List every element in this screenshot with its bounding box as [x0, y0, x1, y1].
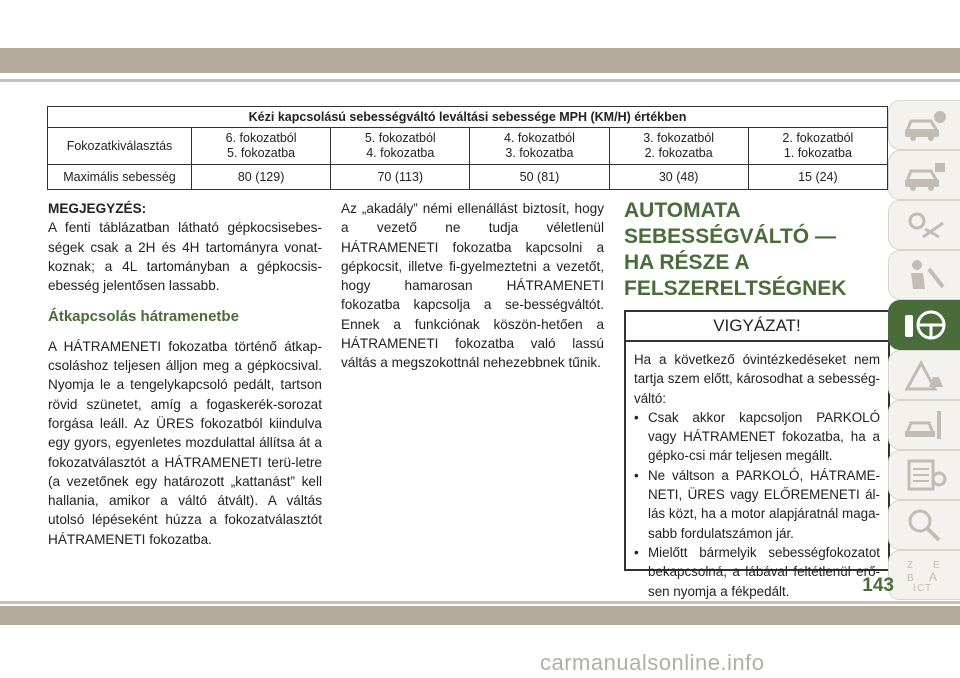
page-number: 143: [862, 575, 894, 596]
tab-specifications[interactable]: [888, 450, 960, 500]
tab-language[interactable]: [888, 550, 960, 600]
tab-service[interactable]: [888, 400, 960, 450]
gear-header-cell: 6. fokozatból 5. fokozatba: [192, 128, 331, 165]
reverse-paragraph-2: Az „akadály” némi ellenállást biztosít, hogy a vezető ne tudja véletlenül HÁTRAMENETI fokozatba kapcsolni a gépkocsit, illetve fi-gyelmeztetni a vezetőt, hogy hamarosan HÁTRAMENETI fokozatba kapcsolja a se-bességváltót. Ennek a funkciónak köszön-hetően a HÁTRAMENETI fokozatba való lassú váltás a megszokottnál nehezebbnek tűnik.: [341, 201, 604, 371]
gear-header-cell: 4. fokozatból 3. fokozatba: [470, 128, 609, 165]
speed-cell: 30 (48): [609, 165, 748, 190]
warning-title: VIGYÁZAT!: [626, 312, 888, 342]
car-service-icon: [903, 407, 947, 443]
tab-steering[interactable]: [888, 300, 960, 350]
reverse-paragraph: A HÁTRAMENETI fokozatba történő átkap-csoláshoz teljesen álljon meg a gépkocsival. Nyomja le a tengelykapcsoló pedált, tartson rövid szünetet, amíg a fogaskerék-sorozat forgása leáll. Az ÜRES fokozatból kiindulva egy gyors, egyenletes mozdulattal állítsa át a fokozatválasztót a HÁTRAMENETI terü-letre (a vezetőnek egy határozott „kattanást” kell hallania, amikor a váltó átvált). A váltás utolsó lépéseként húzza a fokozatválasztót HÁTRAMENETI fokozatba.: [48, 338, 322, 547]
header-band: [0, 48, 960, 73]
language-icon: [903, 557, 947, 593]
row-header-gear: Fokozatkiválasztás: [48, 128, 192, 165]
svg-text:A: A: [929, 570, 938, 584]
car-info-icon: [903, 107, 947, 143]
note-text: A fenti táblázatban látható gépkocsisebes-ségek csak a 2H és 4H tartományra vonat-koznak; a 4L tartományban a gépkocsis-ebesség jelentősen lassabb.: [48, 220, 322, 294]
warning-list: [634, 408, 880, 601]
warning-intro: Ha a következő óvintézkedéseket nem tartja szem előtt, károsodhat a sebesség-váltó:: [634, 352, 880, 406]
speed-cell: 80 (129): [192, 165, 331, 190]
svg-text:I: I: [913, 583, 916, 593]
table-title: Kézi kapcsolású sebességváltó leváltási sebessége MPH (KM/H) értékben: [48, 107, 888, 128]
watermark: carmanualsonline.info: [540, 650, 765, 675]
column-left: [48, 199, 322, 549]
tab-warning-lights[interactable]: [888, 200, 960, 250]
shift-speed-table: [47, 106, 888, 190]
search-index-icon: [903, 507, 947, 543]
column-middle: [341, 199, 604, 373]
list-item: • Mielőtt bármelyik sebességfokozatot bekapcsolná, a lábával feltétlenül erő-sen nyomja a fékpedált.: [634, 543, 880, 601]
tab-index[interactable]: [888, 500, 960, 550]
specifications-icon: [903, 457, 947, 493]
warning-lights-icon: [903, 207, 947, 243]
section-heading: AUTOMATA SEBESSÉGVÁLTÓ — HA RÉSZE A FELSZERELTSÉGNEK: [624, 199, 847, 300]
note-heading: MEGJEGYZÉS:: [48, 201, 147, 216]
list-item: • Csak akkor kapcsoljon PARKOLÓ vagy HÁTRAMENET fokozatba, ha a gépko-csi már teljesen megállt.: [634, 408, 880, 466]
reverse-heading: Átkapcsolás hátramenetbe: [48, 308, 239, 326]
svg-text:T: T: [925, 583, 932, 593]
tab-hazard[interactable]: [888, 350, 960, 400]
gear-header-cell: 3. fokozatból 2. fokozatba: [609, 128, 748, 165]
speed-cell: 50 (81): [470, 165, 609, 190]
speed-cell: 70 (113): [331, 165, 470, 190]
tab-airbag[interactable]: [888, 250, 960, 300]
svg-text:C: C: [917, 583, 925, 593]
gear-header-cell: 2. fokozatból 1. fokozatba: [748, 128, 887, 165]
svg-text:E: E: [933, 560, 940, 571]
svg-text:B: B: [907, 573, 914, 584]
header-rule: [0, 79, 960, 82]
row-header-speed: Maximális sebesség: [48, 165, 192, 190]
hazard-triangle-icon: [903, 357, 947, 393]
tab-car-lock[interactable]: [888, 150, 960, 200]
footer-band: [0, 606, 960, 625]
speed-cell: 15 (24): [748, 165, 887, 190]
svg-text:Z: Z: [907, 560, 914, 571]
list-item: • Ne váltson a PARKOLÓ, HÁTRAME-NETI, ÜRES vagy ELŐREMENETI ál-lás közt, ha a motor alapjáratnál maga-sabb fordulatszámon jár.: [634, 466, 880, 543]
car-lock-icon: [903, 157, 947, 193]
gear-header-cell: 5. fokozatból 4. fokozatba: [331, 128, 470, 165]
airbag-icon: [903, 257, 947, 293]
tab-car-info[interactable]: [888, 100, 960, 150]
steering-wheel-icon: [903, 307, 947, 343]
footer-rule: [0, 601, 960, 604]
